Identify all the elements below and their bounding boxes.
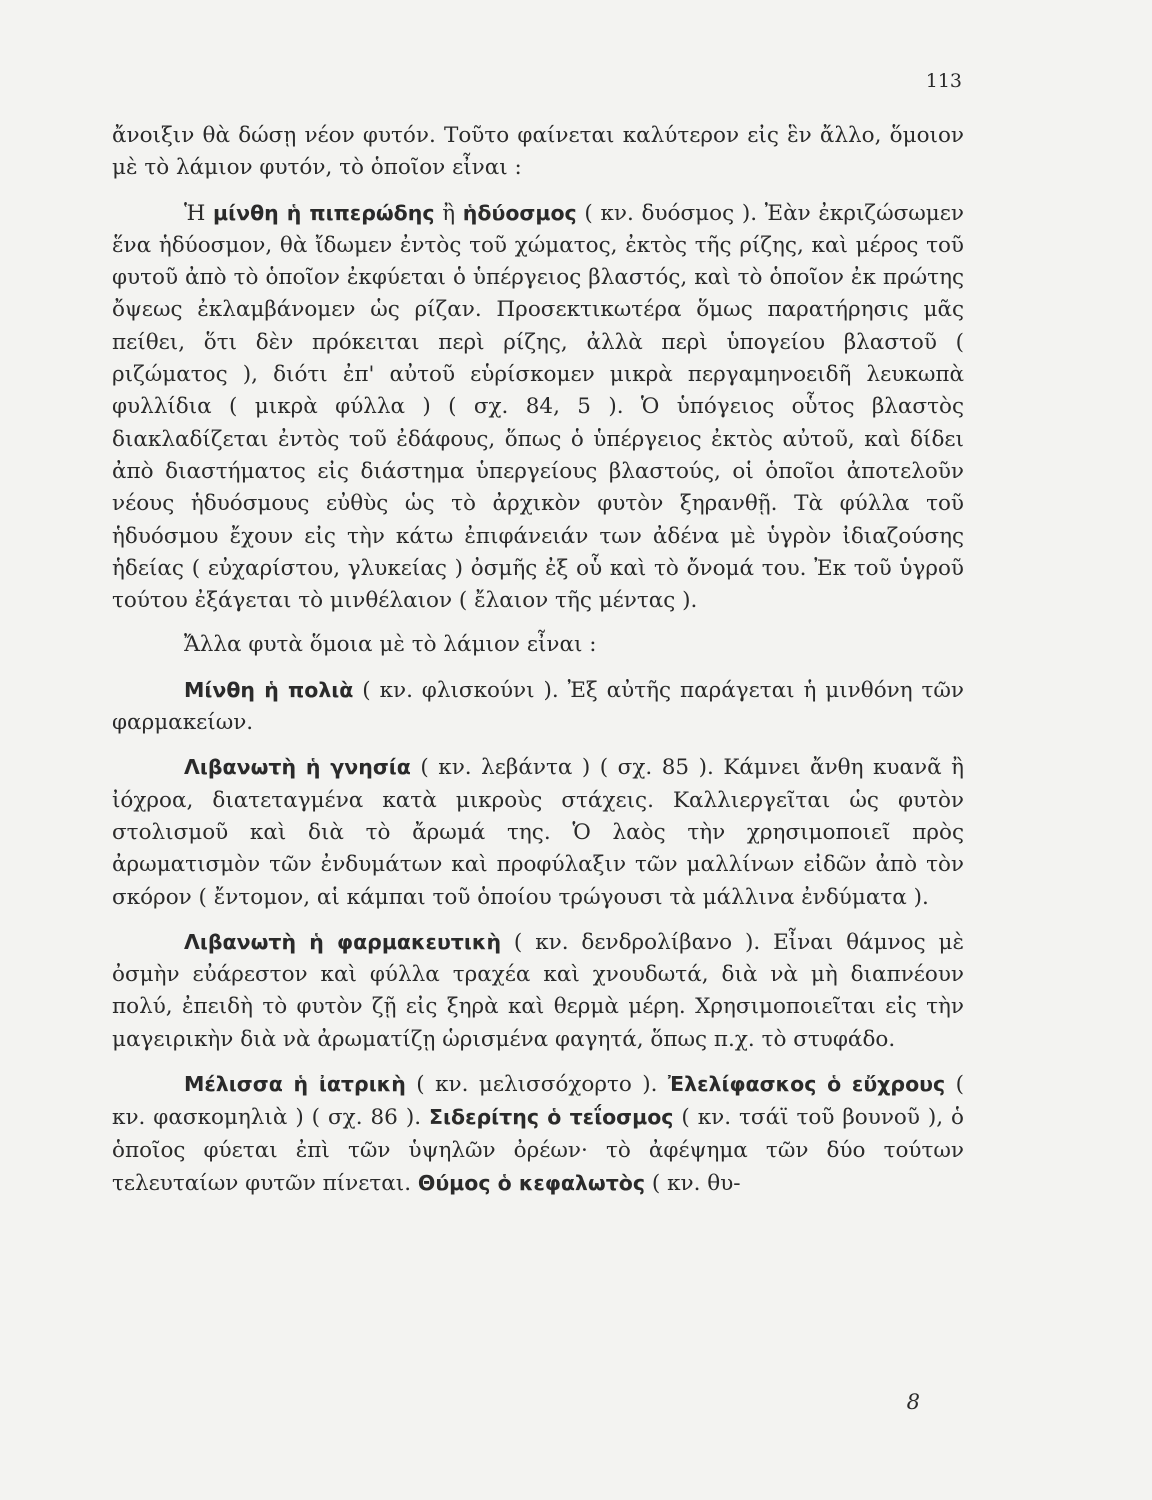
plant-name: Σιδερίτης ὁ τεΐοσμος — [429, 1105, 674, 1130]
plant-name: Ἐλελίφασκος ὁ εὔχρους — [667, 1072, 946, 1097]
paragraph — [112, 197, 964, 618]
text-run: ἢ — [434, 200, 463, 226]
signature-mark: 8 — [906, 1390, 920, 1414]
paragraph — [112, 120, 964, 185]
page-number: 113 — [925, 70, 962, 92]
paragraph — [112, 751, 964, 913]
text-run: ( κν. τσάϊ τοῦ βουνοῦ ), ὁ ὁποῖος φύεται ἐπὶ τῶν ὑψηλῶν ὀρέων· τὸ ἀφέψημα τῶν δύο τούτων τελευταίων φυτῶν πίνεται. — [112, 1105, 964, 1196]
text-run: ( κν. δυόσμος ). Ἐὰν ἐκριζώσωμεν ἕνα ἡδύοσμον, θὰ ἴδωμεν ἐντὸς τοῦ χώματος, ἐκτὸς τῆς ρίζης, καὶ μέρος τοῦ φυτοῦ ἀπὸ τὸ ὁποῖον ἐκφύεται ὁ ὑπέργειος βλαστός, καὶ τὸ ὁποῖον ἐκ πρώτης ὄψεως ἐκλαμβάνομεν ὡς ρίζαν. Προσεκτικωτέρα ὅμως παρατήρησις μᾶς πείθει, ὅτι δὲν πρόκειται περὶ ρίζης, ἀλλὰ περὶ ὑπογείου βλαστοῦ ( ριζώματος ), διότι ἐπ' αὐτοῦ εὑρίσκομεν μικρὰ περγαμηνοειδῆ λευκωπὰ φυλλίδια ( μικρὰ φύλλα ) ( σχ. 84, 5 ). Ὁ ὑπόγειος οὗτος βλαστὸς διακλαδίζεται ἐντὸς τοῦ ἐδάφους, ὅπως ὁ ὑπέργειος ἐκτὸς αὐτοῦ, καὶ δίδει ἀπὸ διαστήματος εἰς διάστημα ὑπεργείους βλαστούς, οἱ ὁποῖοι ἀποτελοῦν νέους ἡδυόσμους εὐθὺς ὡς τὸ ἀρχικὸν φυτὸν ξηρανθῇ. Τὰ φύλλα τοῦ ἡδυόσμου ἔχουν εἰς τὴν κάτω ἐπιφάνειάν των ἀδένα μὲ ὑγρὸν ἰδιαζούσης ἡδείας ( εὐχαρίστου, γλυκείας ) ὀσμῆς ἐξ οὗ καὶ τὸ ὄνομά του. Ἐκ τοῦ ὑγροῦ τούτου ἐξάγεται τὸ μινθέλαιον ( ἔλαιον τῆς μέντας ). — [112, 200, 964, 614]
plant-name: μίνθη ἡ πιπερώδης — [213, 200, 435, 225]
text-run: ( κν. δενδρολίβανο ). Εἶναι θάμνος μὲ ὀσμὴν εὐάρεστον καὶ φύλλα τραχέα καὶ χνουδωτά, διὰ νὰ μὴ διαπνέουν πολύ, ἐπειδὴ τὸ φυτὸν ζῇ εἰς ξηρὰ καὶ θερμὰ μέρη. Χρησιμοποιεῖται εἰς τὴν μαγειρικὴν διὰ νὰ ἀρωματίζῃ ὡρισμένα φαγητά, ὅπως π.χ. τὸ στυφάδο. — [112, 929, 964, 1052]
plant-name: Μέλισσα ἡ ἰατρικὴ — [184, 1072, 406, 1097]
text-run: ( κν. φασκομηλιὰ ) ( σχ. 86 ). — [112, 1072, 964, 1131]
paragraph — [112, 629, 964, 661]
paragraph — [112, 1068, 964, 1200]
text-run: Ἡ — [184, 200, 214, 226]
plant-name: Λιβανωτὴ ἡ φαρμακευτικὴ — [184, 929, 502, 954]
text-run: ( κν. λεβάντα ) ( σχ. 85 ). Κάμνει ἄνθη κυανᾶ ἢ ἰόχροα, διατεταγμένα κατὰ μικροὺς στάχεις. Καλλιεργεῖται ὡς φυτὸν στολισμοῦ καὶ διὰ τὸ ἄρωμά της. Ὁ λαὸς τὴν χρησιμοποιεῖ πρὸς ἀρωματισμὸν τῶν ἐνδυμάτων καὶ προφύλαξιν τῶν μαλλίνων εἰδῶν ἀπὸ τὸν σκόρον ( ἔντομον, αἱ κάμπαι τοῦ ὁποίου τρώγουσι τὰ μάλλινα ἐνδύματα ). — [112, 755, 965, 910]
text-run: ( κν. μελισσόχορτο ). — [405, 1072, 668, 1098]
paragraph — [112, 926, 964, 1056]
plant-name: Λιβανωτὴ ἡ γνησία — [184, 755, 411, 780]
text-run: ( κν. φλισκούνι ). Ἐξ αὐτῆς παράγεται ἡ μινθόνη τῶν φαρμακείων. — [112, 677, 964, 736]
body-text — [112, 120, 964, 1200]
text-run: Ἄλλα φυτὰ ὅμοια μὲ τὸ λάμιον εἶναι : — [184, 632, 597, 658]
plant-name: ἡδύοσμος — [462, 200, 577, 225]
text-run: ἄνοιξιν θὰ δώσῃ νέον φυτόν. Τοῦτο φαίνεται καλύτερον εἰς ἓν ἄλλο, ὅμοιον μὲ τὸ λάμιον φυτόν, τὸ ὁποῖον εἶναι : — [112, 123, 964, 181]
plant-name: Θύμος ὁ κεφαλωτὸς — [417, 1170, 646, 1195]
plant-name: Μίνθη ἡ πολιὰ — [184, 677, 354, 702]
paragraph — [112, 674, 964, 740]
text-run: ( κν. θυ- — [645, 1170, 741, 1196]
